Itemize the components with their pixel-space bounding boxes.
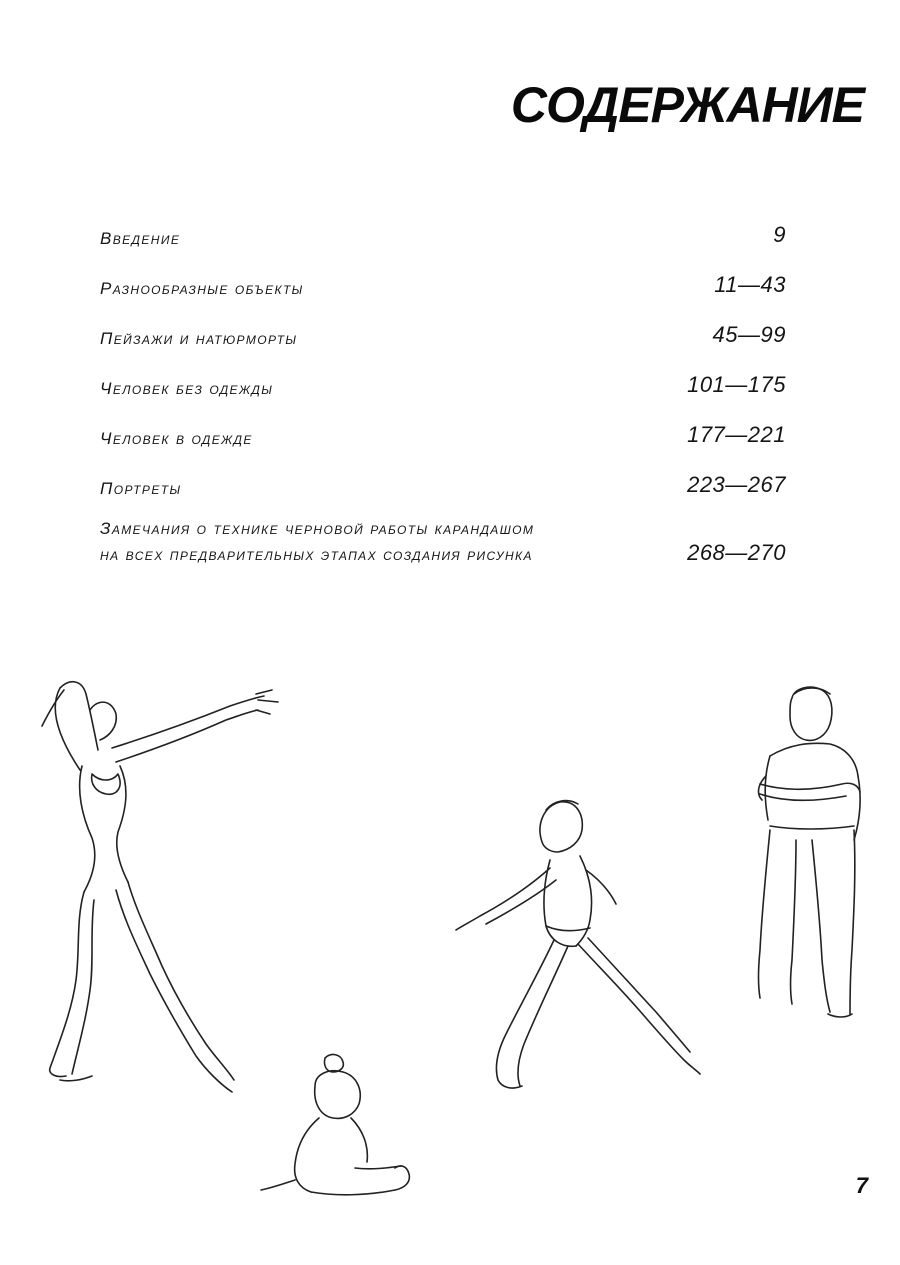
toc-entry <box>100 312 790 362</box>
toc-entry-pages: 9 <box>773 222 786 247</box>
toc-entry <box>100 212 790 262</box>
toc-entry-title: Человек без одежды <box>100 379 274 398</box>
toc-entry-title-line: Замечания о технике черновой работы карандашом <box>100 519 535 538</box>
toc-entry-title-line: на всех предварительных этапах создания рисунка <box>100 545 533 564</box>
toc-entry-pages: 268—270 <box>687 540 786 565</box>
toc-entry-title <box>100 516 534 568</box>
toc-entry-pages: 11—43 <box>714 272 786 297</box>
toc-entry-pages: 177—221 <box>687 422 786 447</box>
toc-entry-title: Введение <box>100 229 181 248</box>
toc-entry-title: Пейзажи и натюрморты <box>100 329 298 348</box>
toc-entry-pages: 101—175 <box>687 372 786 397</box>
toc-entry <box>100 412 790 462</box>
running-woman-sketch-icon <box>450 790 710 1110</box>
toc-entry <box>100 514 790 578</box>
dancer-sketch-icon <box>20 670 290 1110</box>
toc-entry <box>100 262 790 312</box>
page-title: СОДЕРЖАНИЕ <box>510 77 864 133</box>
toc-entry-title: Портреты <box>100 479 182 498</box>
toc-entry-title: Человек в одежде <box>100 429 253 448</box>
toc-entry <box>100 362 790 412</box>
toc-entry-title: Разнообразные объекты <box>100 279 304 298</box>
page-number: 7 <box>855 1173 868 1198</box>
table-of-contents <box>100 212 790 578</box>
standing-man-sketch-icon <box>730 680 880 1030</box>
toc-entry-pages: 223—267 <box>687 472 786 497</box>
toc-entry <box>100 462 790 512</box>
toc-entry-pages: 45—99 <box>712 322 786 347</box>
seated-child-sketch-icon <box>255 1050 425 1210</box>
